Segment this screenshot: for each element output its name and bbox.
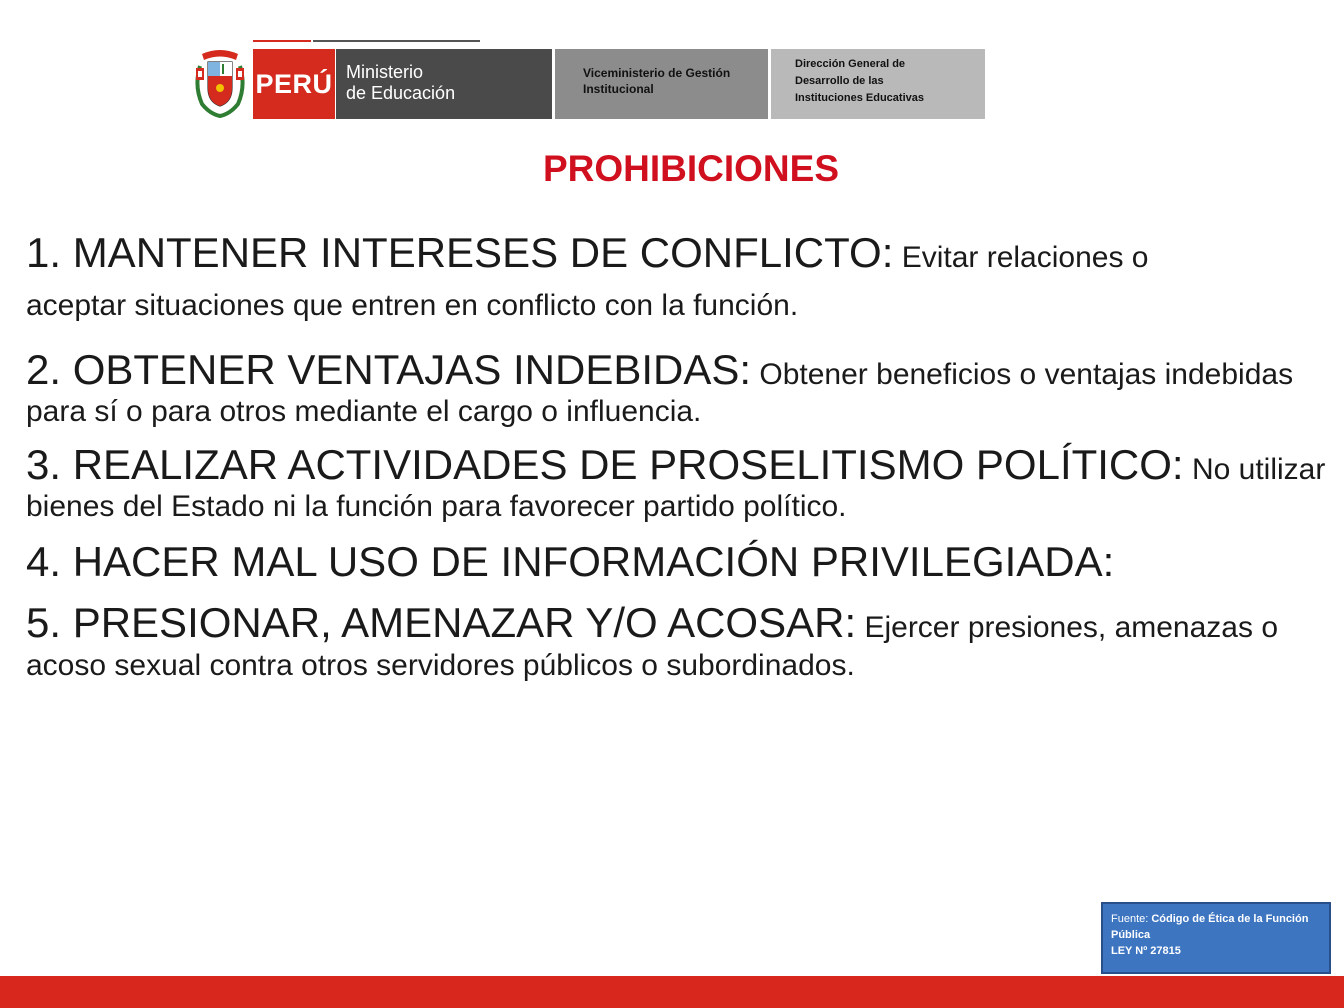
source-citation-box bbox=[1101, 902, 1331, 974]
source-label: Fuente: bbox=[1111, 913, 1152, 925]
list-item bbox=[26, 440, 1326, 525]
ministry-name bbox=[336, 49, 552, 119]
source-title: Código de Ética de la Función Pública bbox=[1111, 913, 1309, 941]
item-description: Evitar relaciones o bbox=[893, 241, 1149, 274]
direction-name bbox=[771, 49, 985, 119]
list-item bbox=[26, 598, 1326, 683]
item-heading: 2. OBTENER VENTAJAS INDEBIDAS: bbox=[26, 345, 752, 393]
ministry-line-1: Ministerio bbox=[346, 62, 424, 82]
direction-line-2: Desarrollo de las bbox=[795, 75, 884, 87]
header-banner bbox=[0, 0, 1344, 130]
direction-line-1: Dirección General de bbox=[795, 58, 906, 70]
item-heading: 4. HACER MAL USO DE INFORMACIÓN PRIVILEGIADA: bbox=[26, 537, 1115, 585]
item-description: Obtener beneficios o ventajas indebidas para sí o para otros mediante el cargo o influencia. bbox=[26, 357, 1294, 429]
list-item bbox=[26, 537, 1326, 587]
ministry-line-2: de Educación bbox=[346, 83, 456, 103]
peru-label: PERÚ bbox=[253, 49, 335, 119]
list-item bbox=[26, 345, 1326, 430]
header-rule-red bbox=[253, 40, 311, 42]
source-law: LEY Nº 27815 bbox=[1111, 945, 1181, 957]
footer-bar bbox=[0, 976, 1344, 1008]
viceministry-name bbox=[555, 49, 768, 119]
prohibitions-list bbox=[26, 218, 1326, 683]
item-heading: 1. MANTENER INTERESES DE CONFLICTO: bbox=[26, 229, 894, 276]
item-description: Ejercer presiones, amenazas o acoso sexual contra otros servidores públicos o subordinados. bbox=[26, 611, 1278, 682]
item-heading: 5. PRESIONAR, AMENAZAR Y/O ACOSAR: bbox=[26, 599, 857, 647]
vice-line-1: Viceministerio de Gestión bbox=[583, 66, 731, 80]
header-rule-gray bbox=[313, 40, 480, 42]
peru-coat-of-arms-icon bbox=[192, 46, 248, 118]
vice-line-2: Institucional bbox=[583, 82, 654, 96]
item-description-continued: aceptar situaciones que entren en conflicto con la función. bbox=[26, 289, 799, 323]
item-description: No utilizar bienes del Estado ni la función para favorecer partido político. bbox=[26, 452, 1326, 524]
item-heading: 3. REALIZAR ACTIVIDADES DE PROSELITISMO POLÍTICO: bbox=[26, 440, 1184, 488]
direction-line-3: Instituciones Educativas bbox=[795, 92, 924, 104]
list-item bbox=[26, 218, 1326, 331]
page-title: PROHIBICIONES bbox=[542, 148, 840, 189]
